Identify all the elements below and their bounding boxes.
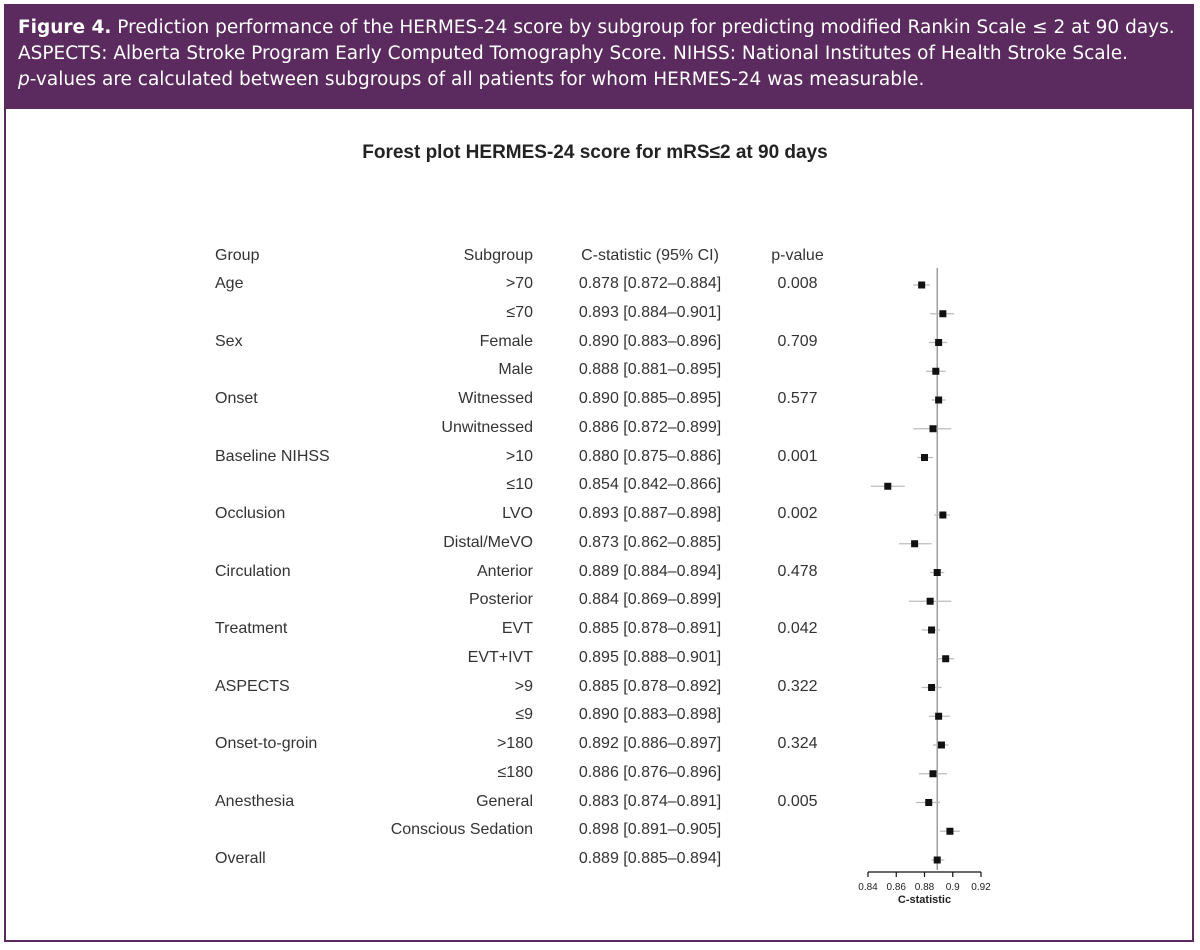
point-estimate (932, 368, 939, 375)
row-group-label: Overall (215, 850, 266, 867)
row-pvalue: 0.478 (777, 562, 818, 580)
row-subgroup-label: Distal/MeVO (443, 533, 533, 551)
point-estimate (939, 512, 946, 519)
caption-text-1: Prediction performance of the HERMES-24 score by subgroup for predicting modified Rankin Scale ≤ 2 at 90 days. (111, 17, 1175, 38)
row-subgroup-label: Posterior (468, 591, 533, 609)
row-subgroup-label: EVT (501, 620, 533, 637)
caption-line-2: ASPECTS: Alberta Stroke Program Early Computed Tomography Score. NIHSS: National Institutes of Health Stroke Scale. (18, 43, 1128, 64)
row-group-label: Sex (215, 332, 243, 350)
row-group-label: Occlusion (215, 505, 286, 522)
x-tick-label: 0.84 (858, 882, 878, 893)
row-pvalue: 0.324 (777, 735, 818, 752)
row-pvalue: 0.002 (777, 505, 818, 522)
row-subgroup-label: Unwitnessed (441, 418, 533, 436)
row-subgroup-label: EVT+IVT (467, 648, 533, 666)
point-estimate (929, 770, 936, 777)
row-cstatistic-value: 0.883 [0.874–0.891] (578, 792, 722, 810)
point-estimate (928, 627, 935, 634)
row-subgroup-label: >180 (496, 735, 533, 752)
caption-text-3: -values are calculated between subgroups of all patients for whom HERMES-24 was measurable. (29, 69, 925, 90)
row-subgroup-label: General (476, 792, 533, 810)
row-group-label: Age (215, 275, 244, 292)
chart-title: Forest plot HERMES-24 score for mRS≤2 at 90 days (362, 142, 828, 163)
row-pvalue: 0.709 (777, 332, 818, 350)
row-cstatistic-value: 0.873 [0.862–0.885] (578, 533, 722, 551)
row-cstatistic-value: 0.885 [0.878–0.891] (578, 620, 722, 637)
row-cstatistic-value: 0.880 [0.875–0.886] (578, 447, 722, 465)
row-pvalue: 0.577 (777, 390, 818, 407)
point-estimate (938, 742, 945, 749)
row-subgroup-label: LVO (502, 505, 533, 522)
row-subgroup-label: Conscious Sedation (390, 821, 533, 839)
row-cstatistic-value: 0.890 [0.883–0.898] (578, 706, 722, 724)
point-estimate (921, 454, 928, 461)
row-cstatistic-value: 0.854 [0.842–0.866] (578, 476, 722, 494)
row-group-label: Circulation (215, 562, 291, 580)
row-group-label: Treatment (215, 620, 288, 637)
row-subgroup-label: ≤9 (515, 706, 533, 724)
row-subgroup-label: >70 (505, 275, 533, 292)
row-subgroup-label: ≤70 (506, 303, 533, 321)
row-cstatistic-value: 0.893 [0.884–0.901] (578, 303, 722, 321)
point-estimate (935, 339, 942, 346)
point-estimate (934, 857, 941, 864)
row-group-label: Anesthesia (215, 792, 295, 810)
row-cstatistic-value: 0.889 [0.885–0.894] (578, 850, 722, 867)
row-cstatistic-value: 0.888 [0.881–0.895] (578, 361, 722, 379)
row-pvalue: 0.008 (777, 275, 818, 292)
point-estimate (929, 425, 936, 432)
point-estimate (935, 713, 942, 720)
row-cstatistic-value: 0.886 [0.876–0.896] (578, 763, 722, 781)
header-group: Group (215, 247, 260, 264)
row-subgroup-label: >10 (505, 447, 533, 465)
row-subgroup-label: Male (498, 361, 533, 379)
row-subgroup-label: Anterior (476, 562, 533, 580)
x-tick-label: 0.92 (971, 882, 991, 893)
row-pvalue: 0.005 (777, 792, 818, 810)
row-subgroup-label: ≤180 (497, 763, 533, 781)
point-estimate (946, 828, 953, 835)
x-axis-label: C-statistic (897, 894, 952, 906)
row-pvalue: 0.322 (777, 677, 818, 695)
row-cstatistic-value: 0.884 [0.869–0.899] (578, 591, 722, 609)
row-group-label: Onset (215, 390, 258, 407)
row-cstatistic-value: 0.889 [0.884–0.894] (578, 562, 722, 580)
row-cstatistic-value: 0.878 [0.872–0.884] (578, 275, 722, 292)
row-subgroup-label: ≤10 (506, 476, 533, 494)
figure-label: Figure 4. (18, 17, 112, 38)
row-cstatistic-value: 0.893 [0.887–0.898] (578, 505, 722, 522)
header-subgroup: Subgroup (463, 247, 533, 264)
point-estimate (911, 540, 918, 547)
row-pvalue: 0.001 (777, 447, 818, 465)
row-group-label: Baseline NIHSS (215, 447, 330, 465)
point-estimate (925, 799, 932, 806)
x-tick-label: 0.86 (886, 882, 906, 893)
row-group-label: ASPECTS (215, 677, 290, 695)
point-estimate (927, 598, 934, 605)
row-cstatistic-value: 0.890 [0.883–0.896] (578, 332, 722, 350)
header-cstatistic: C-statistic (95% CI) (581, 247, 719, 264)
header-pvalue: p-value (771, 247, 824, 264)
point-estimate (928, 684, 935, 691)
row-pvalue: 0.042 (777, 620, 818, 637)
point-estimate (884, 483, 891, 490)
point-estimate (939, 310, 946, 317)
row-cstatistic-value: 0.892 [0.886–0.897] (578, 735, 722, 752)
row-group-label: Onset-to-groin (215, 735, 318, 752)
row-cstatistic-value: 0.895 [0.888–0.901] (578, 648, 722, 666)
point-estimate (942, 655, 949, 662)
row-cstatistic-value: 0.890 [0.885–0.895] (578, 390, 722, 407)
point-estimate (918, 282, 925, 289)
point-estimate (934, 569, 941, 576)
x-tick-label: 0.88 (914, 882, 935, 893)
row-cstatistic-value: 0.886 [0.872–0.899] (578, 418, 722, 436)
row-subgroup-label: Female (479, 332, 533, 350)
row-subgroup-label: >9 (514, 677, 533, 695)
row-cstatistic-value: 0.885 [0.878–0.892] (578, 677, 722, 695)
row-cstatistic-value: 0.898 [0.891–0.905] (578, 821, 722, 839)
caption-p-italic: p (18, 69, 30, 90)
x-tick-label: 0.9 (945, 882, 960, 893)
row-subgroup-label: Witnessed (458, 390, 533, 407)
point-estimate (935, 397, 942, 404)
